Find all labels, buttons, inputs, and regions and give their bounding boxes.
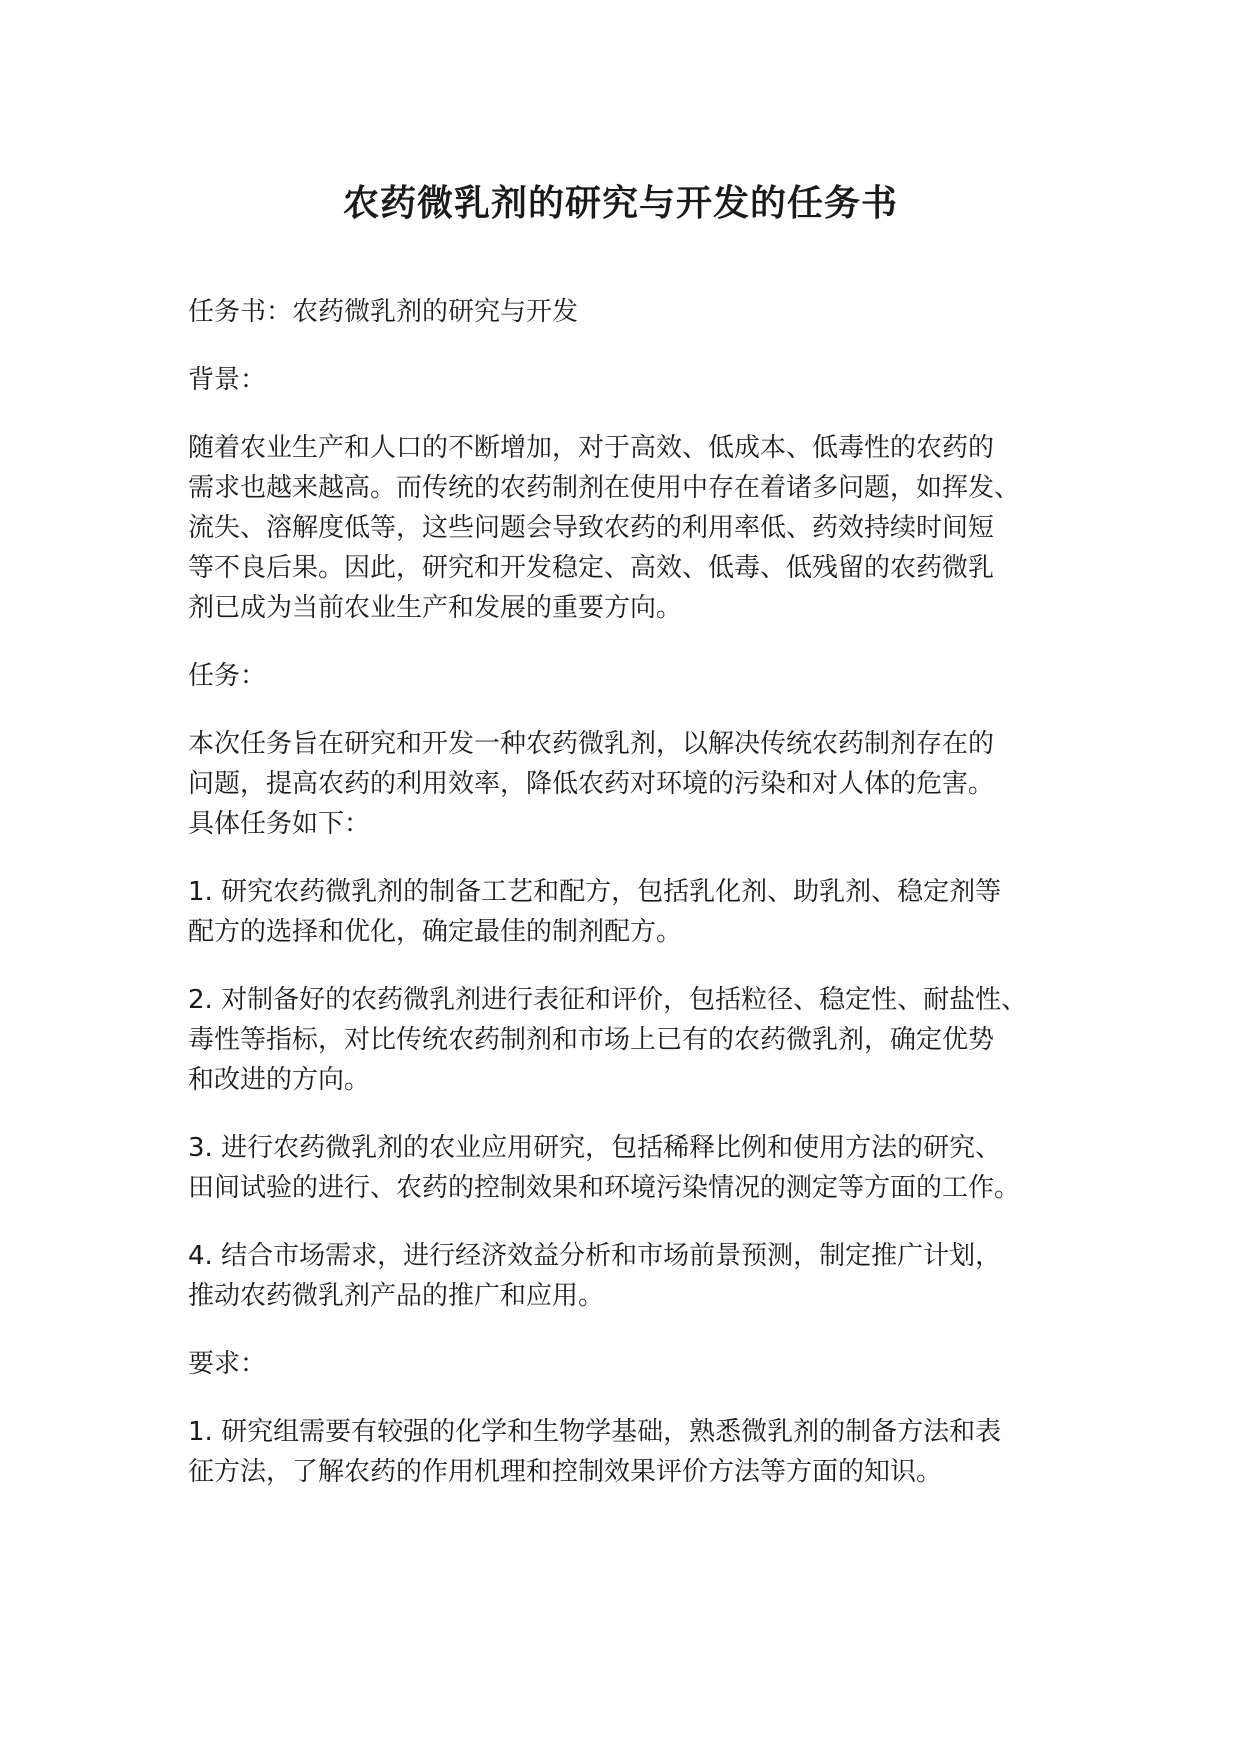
paragraph [188,980,1088,1100]
paragraph [188,656,1088,696]
text-line: 需求也越来越高。而传统的农药制剂在使用中存在着诸多问题，如挥发、 [188,473,1021,503]
document-body [188,292,1088,1520]
text-line: 流失、溶解度低等，这些问题会导致农药的利用率低、药效持续时间短 [188,513,995,543]
text-line: 毒性等指标，对比传统农药制剂和市场上已有的农药微乳剂，确定优势 [188,1025,995,1055]
text-line: 背景： [188,365,267,395]
text-line: 田间试验的进行、农药的控制效果和环境污染情况的测定等方面的工作。 [188,1173,1021,1203]
paragraph [188,872,1088,952]
text-line: 剂已成为当前农业生产和发展的重要方向。 [188,593,683,623]
text-line: 任务： [188,661,267,691]
text-line: 等不良后果。因此，研究和开发稳定、高效、低毒、低残留的农药微乳 [188,553,995,583]
text-line: 征方法，了解农药的作用机理和控制效果评价方法等方面的知识。 [188,1457,943,1487]
text-line: 推动农药微乳剂产品的推广和应用。 [188,1281,605,1311]
text-line: 配方的选择和优化，确定最佳的制剂配方。 [188,917,683,947]
paragraph [188,1344,1088,1384]
text-line: 4. 结合市场需求，进行经济效益分析和市场前景预测，制定推广计划， [188,1241,1002,1271]
text-line: 要求： [188,1349,267,1379]
text-line: 任务书：农药微乳剂的研究与开发 [188,297,579,327]
text-line: 问题，提高农药的利用效率，降低农药对环境的污染和对人体的危害。 [188,769,995,799]
text-line: 3. 进行农药微乳剂的农业应用研究，包括稀释比例和使用方法的研究、 [188,1133,1002,1163]
paragraph [188,292,1088,332]
text-line: 具体任务如下： [188,809,371,839]
paragraph [188,724,1088,844]
text-line: 随着农业生产和人口的不断增加，对于高效、低成本、低毒性的农药的 [188,433,995,463]
text-line: 2. 对制备好的农药微乳剂进行表征和评价，包括粒径、稳定性、耐盐性、 [188,985,1028,1015]
text-line: 本次任务旨在研究和开发一种农药微乳剂，以解决传统农药制剂存在的 [188,729,995,759]
paragraph [188,360,1088,400]
document-title: 农药微乳剂的研究与开发的任务书 [342,183,898,224]
text-line: 和改进的方向。 [188,1065,371,1095]
paragraph [188,1236,1088,1316]
paragraph [188,1128,1088,1208]
text-line: 1. 研究农药微乳剂的制备工艺和配方，包括乳化剂、助乳剂、稳定剂等 [188,877,1002,907]
paragraph [188,1412,1088,1492]
text-line: 1. 研究组需要有较强的化学和生物学基础，熟悉微乳剂的制备方法和表 [188,1417,1002,1447]
paragraph [188,428,1088,628]
